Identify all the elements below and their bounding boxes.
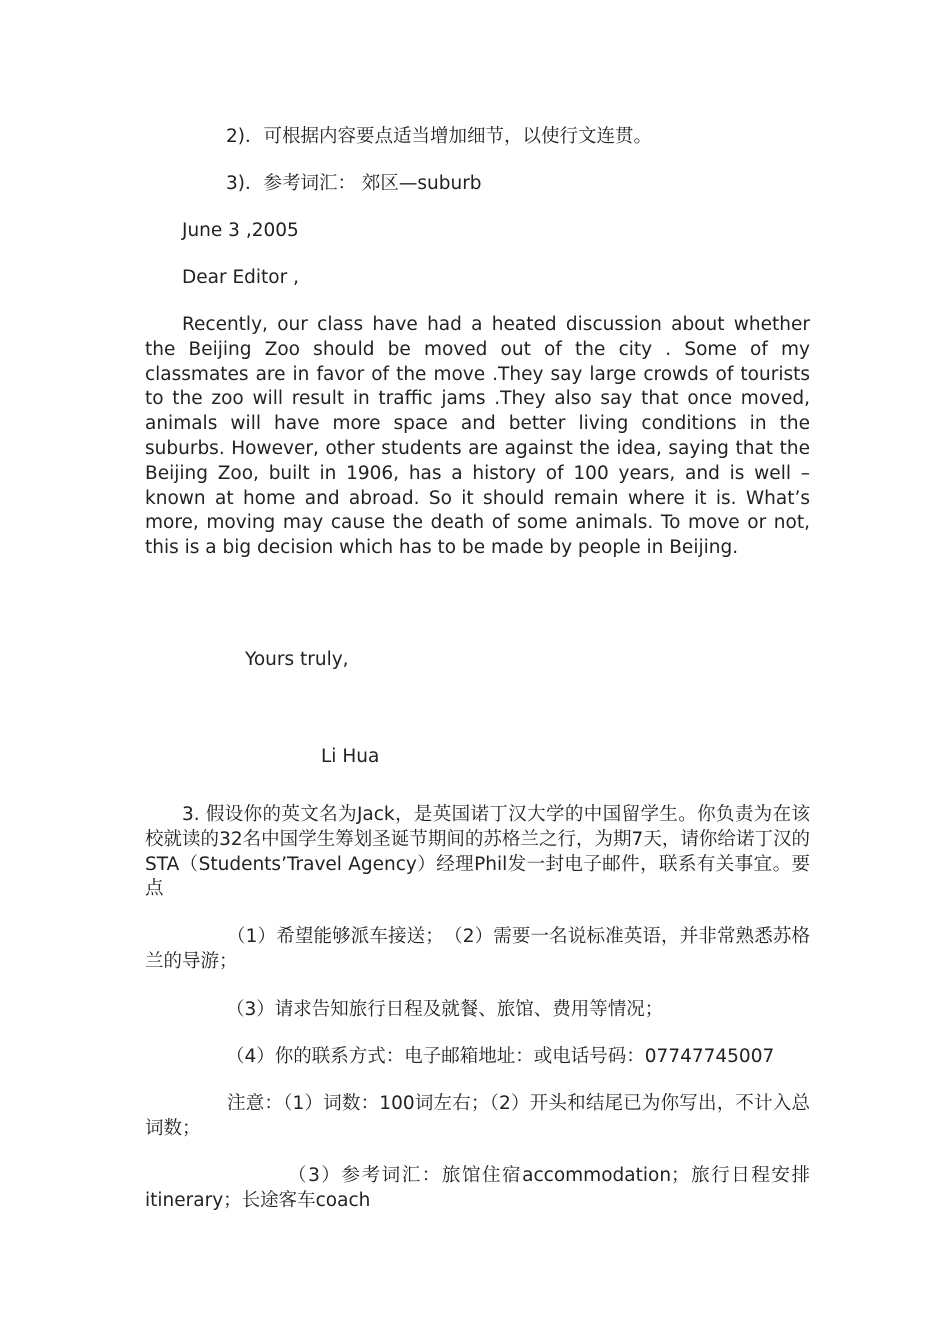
task3-points-1-2: （1）希望能够派车接送； （2）需要一名说标准英语，并非常熟悉苏格兰的导游； — [145, 926, 810, 972]
letter-body: Recently, our class have had a heated discussion about whether the Beijing Zoo should be moved out of the city . Some of my classmates are in favor of the move .They say large crowds of tourists to the zoo will result in traffic jams .They also say that once moved, animals will have more space and better living conditions in the suburbs. However, other students are against the idea, saying that the Beijing Zoo, built in 1906, has a history of 100 years, and is well –known at home and abroad. So it should remain where it is. What’s more, moving may cause the death of some animals. To move or not, this is a big decision which has to be made by people in Beijing. — [145, 314, 810, 559]
task3-notice: 注意：（1）词数：100词左右；（2）开头和结尾已为你写出，不计入总词数； — [145, 1093, 810, 1139]
note-3-vocabulary: 3)．参考词汇： 郊区—suburb — [226, 173, 482, 194]
task3-vocabulary: （3）参考词汇：旅馆住宿accommodation；旅行日程安排itinerary；长途客车coach — [145, 1165, 810, 1211]
letter-date: June 3 ,2005 — [182, 220, 299, 241]
letter-closing: Yours truly, — [245, 649, 349, 670]
task3-point-4-contact: （4）你的联系方式：电子邮箱地址：或电话号码：07747745007 — [226, 1046, 775, 1067]
letter-salutation: Dear Editor , — [182, 267, 299, 288]
letter-signature: Li Hua — [321, 746, 380, 767]
task3-point-3: （3）请求告知旅行日程及就餐、旅馆、费用等情况； — [226, 999, 664, 1020]
task3-intro: 3. 假设你的英文名为Jack，是英国诺丁汉大学的中国留学生。你负责为在该校就读的32名中国学生筹划圣诞节期间的苏格兰之行，为期7天，请你给诺丁汉的STA（Students’Travel Agency）经理Phil发一封电子邮件，联系有关事宜。要点 — [145, 804, 810, 900]
note-2: 2)．可根据内容要点适当增加细节，以使行文连贯。 — [226, 126, 652, 147]
